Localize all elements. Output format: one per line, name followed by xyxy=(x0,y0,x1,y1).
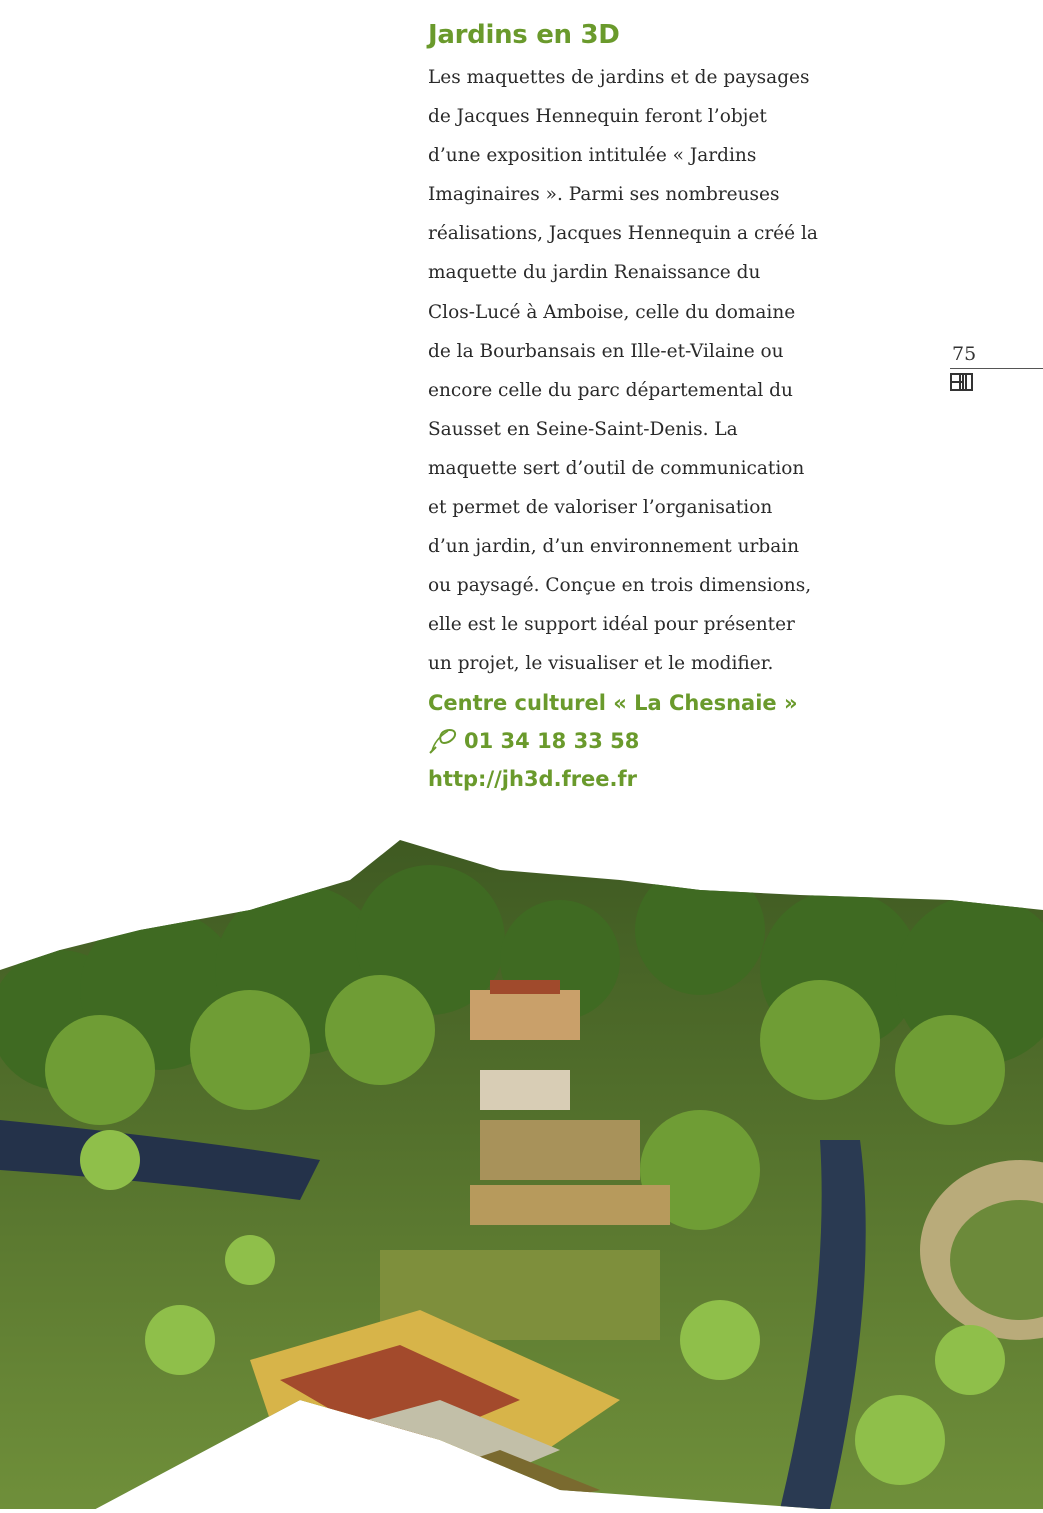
body-line: un projet, le visualiser et le modifier. xyxy=(428,653,774,675)
body-line: de la Bourbansais en Ille-et-Vilaine ou xyxy=(428,340,784,362)
body-line: ou paysagé. Conçue en trois dimensions, xyxy=(428,575,812,597)
page-folio xyxy=(950,342,1043,396)
body-line: Imaginaires ». Parmi ses nombreuses xyxy=(428,184,780,206)
article xyxy=(428,20,824,798)
body-line: Clos-Lucé à Amboise, celle du domaine xyxy=(428,301,796,323)
contact-block xyxy=(428,684,824,798)
body-line: d’un jardin, d’un environnement urbain xyxy=(428,536,800,558)
phone-icon xyxy=(428,727,458,755)
page-number: 75 xyxy=(950,342,1043,369)
body-line: et permet de valoriser l’organisation xyxy=(428,497,773,519)
body-line: de Jacques Hennequin feront l’objet xyxy=(428,106,767,128)
magazine-logo-icon xyxy=(950,372,1043,396)
body-line: Sausset en Seine-Saint-Denis. La xyxy=(428,418,738,440)
article-body xyxy=(428,58,824,684)
article-title: Jardins en 3D xyxy=(428,20,620,50)
phone-number: 01 34 18 33 58 xyxy=(464,728,640,753)
body-line: réalisations, Jacques Hennequin a créé la xyxy=(428,223,818,245)
body-line: maquette sert d’outil de communication xyxy=(428,457,805,479)
body-line: d’une exposition intitulée « Jardins xyxy=(428,145,757,167)
venue-name: Centre culturel « La Chesnaie » xyxy=(428,690,798,715)
website-link[interactable]: http://jh3d.free.fr xyxy=(428,766,638,791)
body-line: maquette du jardin Renaissance du xyxy=(428,262,761,284)
garden-model-photo xyxy=(0,840,1043,1513)
phone-row xyxy=(428,722,824,760)
body-line: Les maquettes de jardins et de paysages xyxy=(428,67,810,88)
body-line: encore celle du parc départemental du xyxy=(428,379,793,401)
body-line: elle est le support idéal pour présenter xyxy=(428,614,795,636)
